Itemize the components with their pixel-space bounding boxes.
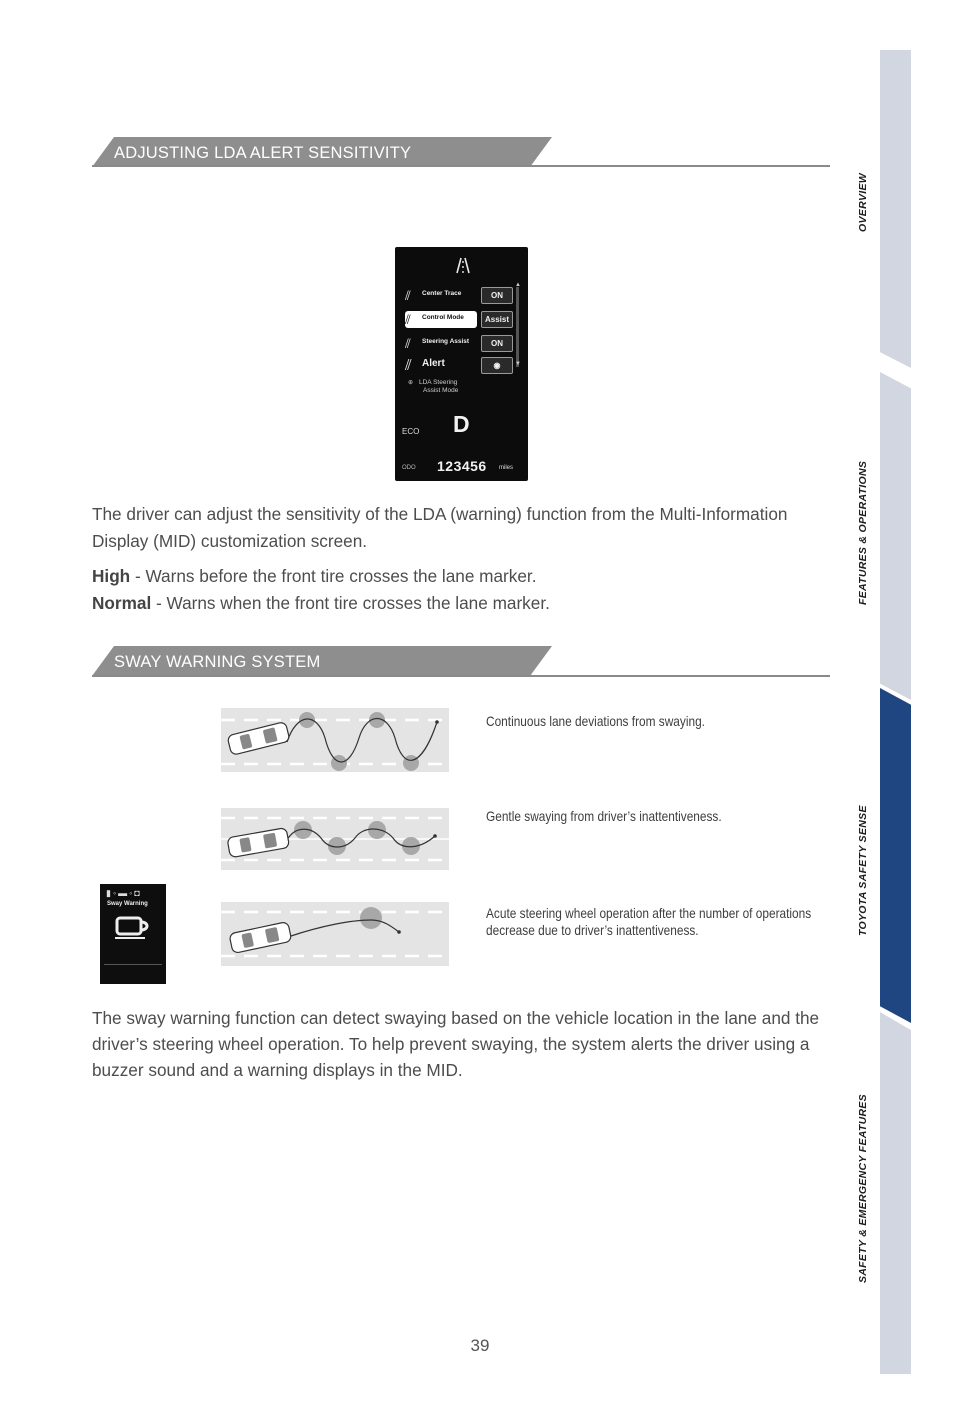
side-tab-label: OVERVIEW <box>857 173 869 232</box>
mid-divider <box>104 964 162 965</box>
info-icon: ⊕ <box>408 380 414 386</box>
mid-row-alert <box>405 357 509 374</box>
normal-desc: - Warns when the front tire crosses the lane marker. <box>151 593 550 613</box>
sensitivity-icon: ◉ <box>481 357 513 374</box>
gear-indicator: D <box>453 411 470 437</box>
lda-icon <box>453 255 473 275</box>
mid-row-label: Steering Assist <box>422 338 470 345</box>
lda-intro-text: The driver can adjust the sensitivity of the LDA (warning) function from the Multi-Information Display (MID) customization screen. <box>92 504 788 551</box>
mid-sub-label-line: LDA Steering <box>419 379 458 386</box>
odo-label: ODO <box>402 465 416 471</box>
normal-term: Normal <box>92 593 152 613</box>
odo-unit: miles <box>499 465 514 471</box>
lda-icon: ⫽ <box>405 312 411 327</box>
odometer-value: 123456 <box>437 458 487 474</box>
side-tab-label: TOYOTA SAFETY SENSE <box>857 805 869 936</box>
section-divider <box>92 165 830 167</box>
sway-caption-continuous: Continuous lane deviations from swaying. <box>486 714 705 729</box>
side-tab-safety-emergency[interactable] <box>880 1012 911 1374</box>
mid-row-value: ON <box>481 335 513 352</box>
lda-icon: ⫽ <box>405 288 411 303</box>
side-tab-toyota-safety-sense[interactable] <box>880 688 911 1023</box>
sway-diagram-acute <box>221 902 449 966</box>
sway-warning-mid-screen <box>100 884 166 984</box>
section-divider <box>92 675 830 677</box>
mid-row-steering-assist <box>405 335 509 352</box>
lda-icon: ⫽ <box>405 357 412 374</box>
mid-row-label: Center Trace <box>422 290 462 297</box>
sway-caption-gentle: Gentle swaying from driver’s inattentiveness. <box>486 809 722 824</box>
mid-row-control-mode-value <box>405 311 509 328</box>
scrollbar[interactable] <box>516 287 519 367</box>
lda-high-line <box>92 563 837 590</box>
section-title-sway: SWAY WARNING SYSTEM <box>114 653 321 671</box>
mid-status-icons: ▮◦▬◦◘ <box>106 888 142 898</box>
sway-diagram-continuous <box>221 708 449 772</box>
mid-row-center-trace <box>405 287 509 304</box>
coffee-cup-icon <box>114 914 152 940</box>
sway-caption-acute: Acute steering wheel operation after the number of operations decrease due to driver’s inattentiveness. <box>486 906 812 938</box>
scroll-down-icon: ▼ <box>515 361 521 367</box>
high-term: High <box>92 566 131 586</box>
section-title-lda: ADJUSTING LDA ALERT SENSITIVITY <box>114 144 412 162</box>
high-desc: - Warns before the front tire crosses the lane marker. <box>130 566 537 586</box>
scroll-up-icon: ▲ <box>515 282 521 288</box>
lda-icon: ⫽ <box>405 336 411 351</box>
mid-sub-label <box>419 379 458 395</box>
sway-warning-label: Sway Warning <box>107 901 148 907</box>
lda-normal-line <box>92 590 837 617</box>
mid-sub-label-line: Assist Mode <box>423 387 459 394</box>
side-tab-label: FEATURES & OPERATIONS <box>857 460 869 605</box>
side-tab-label: SAFETY & EMERGENCY FEATURES <box>857 1094 869 1283</box>
side-tab-features[interactable] <box>880 372 911 700</box>
page-number: 39 <box>470 1336 490 1355</box>
eco-indicator: ECO <box>402 427 420 436</box>
mid-row-label: Control Mode <box>422 314 464 321</box>
sway-diagram-gentle <box>221 808 449 870</box>
side-tab-overview[interactable] <box>880 50 911 368</box>
mid-row-value: ON <box>481 287 513 304</box>
mid-row-value: Assist <box>481 311 513 328</box>
sway-description-text: The sway warning function can detect swaying based on the vehicle location in the lane and the driver’s steering wheel operation. To help prevent swaying, the system alerts the driver using a buzzer sound and a warning displays in the MID. <box>92 1008 820 1080</box>
mid-customization-screen <box>395 247 528 481</box>
mid-row-label: Alert <box>422 358 445 369</box>
